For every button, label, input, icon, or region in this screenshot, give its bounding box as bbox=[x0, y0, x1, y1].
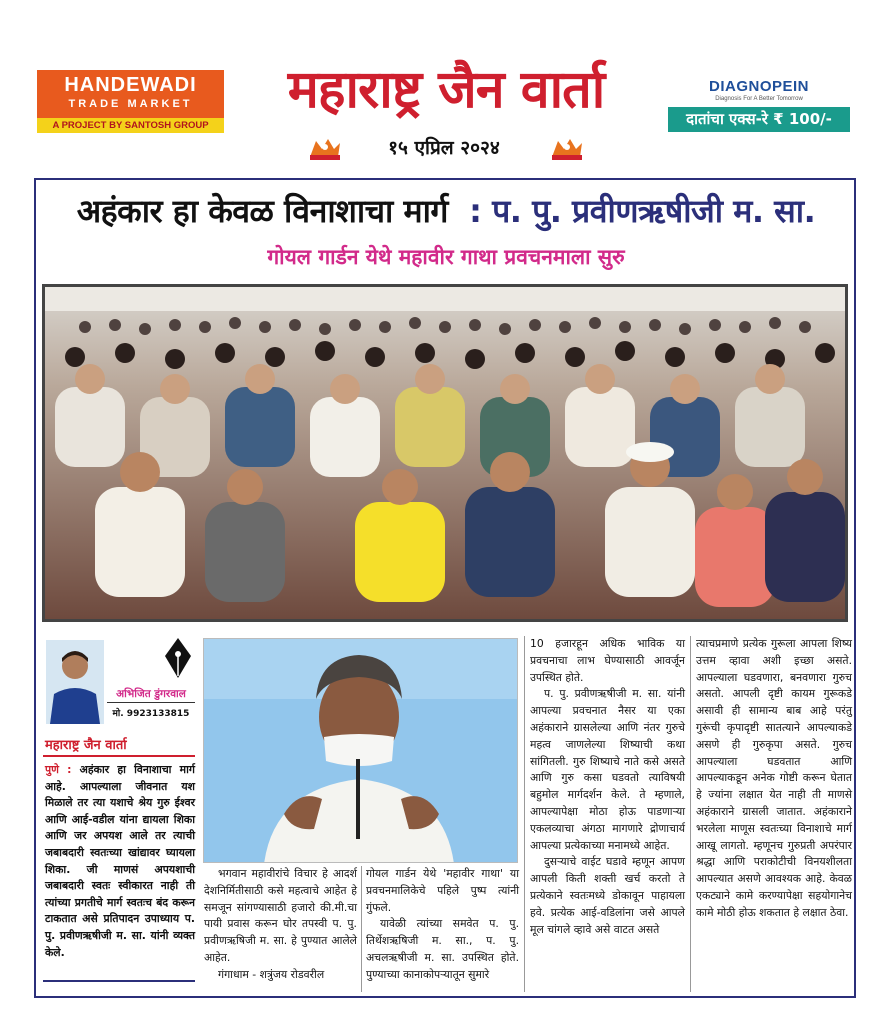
column-rule bbox=[690, 636, 691, 992]
column-rule bbox=[524, 636, 525, 992]
article-column-1 bbox=[45, 762, 195, 961]
subheadline: गोयल गार्डन येथे महावीर गाथा प्रवचनमाला सुरु bbox=[267, 245, 625, 269]
paragraph: गोयल गार्डन येथे 'महावीर गाथा' या प्रवचनमालिकेचे पहिले पुष्प त्यांनी गुंफले. bbox=[366, 867, 519, 914]
audience-photo bbox=[42, 284, 848, 622]
paragraph: गंगाधाम - शत्रुंजय रोडवरील bbox=[218, 967, 325, 981]
column-rule bbox=[361, 866, 362, 992]
ad-right-tagline: Diagnosis For A Better Tomorrow bbox=[715, 96, 803, 102]
paragraph: 10 हजारहून अधिक भाविक या प्रवचनाचा लाभ घेण्यासाठी आवर्जून उपस्थित होते. bbox=[530, 637, 685, 684]
article-column-2 bbox=[204, 866, 357, 984]
headline bbox=[40, 186, 852, 236]
reporter-mobile: मो. 9923133815 bbox=[112, 709, 190, 719]
reporter-card bbox=[43, 636, 195, 726]
issue-date: १५ एप्रिल २०२४ bbox=[388, 137, 500, 159]
paragraph: दुसऱ्याचे वाईट घडावे म्हणून आपण आपली किती शक्ती खर्च करतो ते प्रत्येकाने स्वतःमध्ये डोकावून पाहायला हवे. प्रत्येक आई-वडिलांना जसे आपले मूल चांगले व्हावे असे वाटत असते bbox=[530, 855, 685, 936]
newspaper-title: महाराष्ट्र जैन वार्ता bbox=[287, 60, 605, 120]
reporter-name: अभिजित डुंगरवाल bbox=[107, 686, 195, 703]
ad-left-sub: TRADE MARKET bbox=[68, 98, 193, 110]
dateline: पुणे : bbox=[45, 763, 72, 776]
paper-logo-icon bbox=[550, 135, 584, 161]
headline-speaker: : प. पु. प्रवीणऋषीजी म. सा. bbox=[469, 192, 816, 230]
article-column-4 bbox=[530, 636, 685, 938]
ad-left-brand: HANDEWADI bbox=[64, 74, 197, 96]
diagnopein-ad[interactable] bbox=[668, 76, 850, 132]
paragraph: यावेळी त्यांच्या समवेत प. पु. तिर्थेशऋषिजी म. सा., प. पु. अचलऋषीजी म. सा. उपस्थित होते. पुण्याच्या कानाकोपऱ्यातून सुमारे bbox=[366, 917, 519, 981]
article-column-5 bbox=[696, 636, 852, 922]
paragraph: प. पु. प्रवीणऋषीजी म. सा. यांनी आपल्या प्रवचनात नैसर या एका अहंकाराने ग्रासलेल्या आणि नंतर गुरुचे महत्व जाणलेल्या शिष्याची कथा सांगितली. गुरु शिष्याचे नाते कसे असते आणि गुरु कसा घडवतो त्याविषयी बहुमोल मार्गदर्शन केले. ते म्हणाले, आपल्यापेक्षा मोठा होऊ पाडणाऱ्या एकलव्याचा अंगठा मागणारे द्रोणाचार्य आपल्या प्रत्येकाच्या मनामध्ये आहेत. bbox=[530, 687, 685, 852]
handewadi-ad[interactable] bbox=[37, 70, 224, 133]
reporter-photo bbox=[46, 640, 104, 724]
headline-main: अहंकार हा केवळ विनाशाचा मार्ग bbox=[76, 192, 448, 230]
lead-text: अहंकार हा विनाशाचा मार्ग आहे. आपल्याला जीवनात यश मिळाले तर त्या यशाचे श्रेय गुरु ईश्वर आणि आई-वडील यांना द्यायला शिका आणि जर अपयश आले तर त्याची जबाबदारी स्वतःच्या खांद्यावर घ्यायला शिका. जी माणसं अपयशाची जबाबदारी स्वतः स्वीकारत नाही ती त्यांच्या प्रगतीचे मार्ग स्वतःच बंद करून टाकतात असे प्रतिपादन उपाध्याय प. पु. प्रवीणऋषीजी म. सा. यांनी व्यक्त केले. bbox=[45, 763, 195, 959]
ad-right-offer: दातांचा एक्स-रे ₹ 100/- bbox=[668, 107, 850, 132]
ad-right-brand: DIAGNOPEIN bbox=[708, 78, 809, 95]
section-title: महाराष्ट्र जैन वार्ता bbox=[43, 735, 195, 757]
guru-photo bbox=[203, 638, 518, 863]
ad-left-top bbox=[37, 70, 224, 118]
column-divider bbox=[43, 980, 195, 982]
date-row bbox=[300, 133, 590, 163]
pen-nib-icon bbox=[161, 636, 195, 680]
paragraph: भगवान महावीरांचे विचार हे आदर्श देशनिर्मितीसाठी कसे महत्वाचे आहेत हे समजून सांगण्यासाठी हजारो की.मी.चा पायी प्रवास करून घोर तपस्वी प. पु. प्रवीणऋषिजी म. सा. हे पुण्यात आलेले आहेत. bbox=[204, 867, 357, 964]
paragraph: त्याचप्रमाणे प्रत्येक गुरूला आपला शिष्य उत्तम व्हावा अशी इच्छा असते. आपल्याला घडवणारा, बनवणारा गुरुच असतो. आपली दृष्टी कायम गुरूकडे असावी ही सामान्य बाब आहे परंतु गुरूंची कृपादृष्टी सातत्याने आपल्याकडे असणे ही गुरुकृपा असते. गुरुच आपल्याला घडवतात आणि आपल्याकडून अनेक गोष्टी करून घेतात हे ज्यांना लक्षात येत नाही ती माणसे अहंकाराने ग्रासली जातात. अहंकाराने भरलेला माणूस स्वतःच्या विनाशाचे मार्ग आखू लागतो. म्हणूनच गुरुप्रती अपरंपार श्रद्धा आणि पराकोटीची विनयशीलता आपल्यात असणे आवश्यक आहे. केवळ एकट्याने कामे करण्यापेक्षा सहयोगानेच कामे मोठी होऊ शकतात हे लक्षात ठेवा. bbox=[696, 637, 852, 919]
ad-left-tagline: A PROJECT BY SANTOSH GROUP bbox=[37, 118, 224, 133]
paper-logo-icon bbox=[308, 135, 342, 161]
article-column-3 bbox=[366, 866, 519, 984]
